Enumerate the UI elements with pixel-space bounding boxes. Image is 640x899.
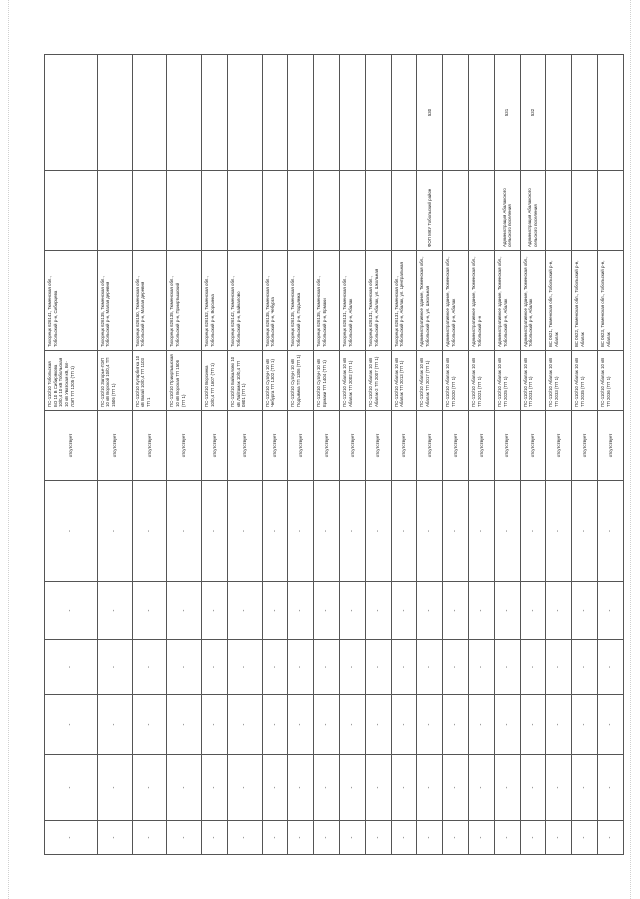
dash-cell: - xyxy=(45,481,98,582)
line-cell: ПС-110/10 Байкалово 10 кВ Лайтамак 10/0,4 ТП 0801 (ТП 1) xyxy=(227,351,262,411)
dash-cell: - xyxy=(365,821,391,855)
dash-cell: - xyxy=(45,755,98,821)
place-cell: Административное здание, Тюменская обл., Тобольский р-н, ул. Школьная xyxy=(417,251,443,351)
dash-cell: - xyxy=(340,481,366,582)
organization-cell xyxy=(469,171,495,251)
dash-cell: - xyxy=(365,481,391,582)
place-cell: Административное здание, Тюменская обл., Тобольский р-н, Абалак xyxy=(494,251,520,351)
dash-cell: - xyxy=(167,582,202,640)
dash-cell: - xyxy=(391,582,417,640)
organization-cell xyxy=(132,171,167,251)
organization-cell xyxy=(262,171,288,251)
dash-cell: - xyxy=(262,821,288,855)
row-number-cell xyxy=(340,55,366,171)
row-number-cell xyxy=(167,55,202,171)
organization-cell xyxy=(365,171,391,251)
status-cell: отсутствует xyxy=(262,411,288,481)
dash-cell: - xyxy=(227,582,262,640)
line-cell: ПС-110/10 Абалак 10 кВ Абалак ТП 2013 (ТП 1) xyxy=(391,351,417,411)
place-cell: Тихорецк 626135, Тюменская обл., Тобольский р-н, Ермаки xyxy=(314,251,340,351)
organization-cell: Администрация Абалакского сельского поселения xyxy=(520,171,546,251)
dash-cell: - xyxy=(167,821,202,855)
line-cell: ПС-110/10 Кутарбитка 10 кВ Вагай 10/0,4 ТП 1103 ТП 1 xyxy=(132,351,167,411)
status-cell: отсутствует xyxy=(45,411,98,481)
organization-cell xyxy=(598,171,624,251)
dash-cell: - xyxy=(391,695,417,755)
row-number-cell: 531 xyxy=(494,55,520,171)
place-cell: Тихорецк 626152, Тюменская обл., Тобольский р-н, Ворсинка xyxy=(202,251,228,351)
dash-cell: - xyxy=(202,755,228,821)
organization-cell xyxy=(391,171,417,251)
place-cell: Тихорецк 626135, Тюменская обл., Тобольский р-н, Малая деревня xyxy=(97,251,132,351)
dash-cell: - xyxy=(417,481,443,582)
dash-cell: - xyxy=(443,582,469,640)
organization-cell xyxy=(572,171,598,251)
dash-cell: - xyxy=(546,640,572,695)
dash-cell: - xyxy=(365,755,391,821)
dash-cell: - xyxy=(97,821,132,855)
dash-cell: - xyxy=(546,695,572,755)
organization-cell xyxy=(227,171,262,251)
organization-cell xyxy=(314,171,340,251)
dash-cell: - xyxy=(365,582,391,640)
dash-cell: - xyxy=(598,582,624,640)
dash-cell: - xyxy=(417,640,443,695)
dash-cell: - xyxy=(598,821,624,855)
status-cell: отсутствует xyxy=(314,411,340,481)
place-cell: Тихорецк 626135, Тюменская обл., Тобольский р-н, Подъямка xyxy=(288,251,314,351)
dash-cell: - xyxy=(469,821,495,855)
dash-cell: - xyxy=(314,755,340,821)
row-number-cell xyxy=(546,55,572,171)
status-cell: отсутствует xyxy=(365,411,391,481)
table-row xyxy=(391,55,417,855)
status-cell: отсутствует xyxy=(391,411,417,481)
dash-cell: - xyxy=(202,582,228,640)
status-cell: отсутствует xyxy=(167,411,202,481)
place-cell: Тихорецк 626131, Тюменская обл., Тобольский р-н, Абалак xyxy=(340,251,366,351)
table-row xyxy=(167,55,202,855)
line-cell: ПС-110/10 Абалак 10 кВ Абалак ТП 2017 (ТП 1) xyxy=(417,351,443,411)
dash-cell: - xyxy=(469,755,495,821)
line-cell: ПС-110/10 Абалак 10 кВ Абалак ТП 2002 (ТП 1) xyxy=(340,351,366,411)
dash-cell: - xyxy=(202,640,228,695)
dash-cell: - xyxy=(45,640,98,695)
line-cell: ПС-110/10 Абалак 10 кВ ТП 2036 (ТП 1) xyxy=(598,351,624,411)
dash-cell: - xyxy=(520,755,546,821)
table-row xyxy=(443,55,469,855)
dash-cell: - xyxy=(546,821,572,855)
table-row xyxy=(97,55,132,855)
row-number-cell xyxy=(598,55,624,171)
dash-cell: - xyxy=(132,695,167,755)
dash-cell: - xyxy=(443,755,469,821)
dash-cell: - xyxy=(97,755,132,821)
line-cell: ПС-110/10 Абалак 10 кВ ТП 2033 (ТП 1) xyxy=(546,351,572,411)
dash-cell: - xyxy=(288,481,314,582)
status-cell: отсутствует xyxy=(202,411,228,481)
status-cell: отсутствует xyxy=(494,411,520,481)
organization-cell xyxy=(288,171,314,251)
dash-cell: - xyxy=(520,821,546,855)
dash-cell: - xyxy=(520,695,546,755)
page-edge-right xyxy=(630,0,632,899)
dash-cell: - xyxy=(227,481,262,582)
dash-cell: - xyxy=(598,755,624,821)
dash-cell: - xyxy=(167,755,202,821)
dash-cell: - xyxy=(167,640,202,695)
place-cell: ВС 0622, Тюменская обл., Тобольский р-н, Абалак xyxy=(572,251,598,351)
dash-cell: - xyxy=(391,481,417,582)
line-cell: ПС-110/10 Сузгун 10 кВ Ермаки ТП 1404 (ТП 1) xyxy=(314,351,340,411)
table-row xyxy=(417,55,443,855)
dash-cell: - xyxy=(340,755,366,821)
line-cell: ПС-110/10 Абалак 10 кВ ТП 2020 (ТП 1) xyxy=(443,351,469,411)
dash-cell: - xyxy=(494,695,520,755)
table-row xyxy=(227,55,262,855)
organization-cell xyxy=(202,171,228,251)
status-cell: отсутствует xyxy=(227,411,262,481)
dash-cell: - xyxy=(340,640,366,695)
dash-cell: - xyxy=(288,640,314,695)
dash-cell: - xyxy=(262,695,288,755)
line-cell: ПС-110/10 Ворсинка 10/0,4 ТП 1607 (ТП 1) xyxy=(202,351,228,411)
dash-cell: - xyxy=(288,582,314,640)
dash-cell: - xyxy=(469,695,495,755)
dash-cell: - xyxy=(97,640,132,695)
row-number-cell xyxy=(365,55,391,171)
dash-cell: - xyxy=(417,582,443,640)
status-cell: отсутствует xyxy=(132,411,167,481)
dash-cell: - xyxy=(494,755,520,821)
dash-cell: - xyxy=(520,582,546,640)
dash-cell: - xyxy=(572,755,598,821)
place-cell: Административное здание, Тюменская обл., Тобольский р-н, Абалак xyxy=(443,251,469,351)
dash-cell: - xyxy=(202,695,228,755)
line-cell: ПС-110/10 Загорье-ЛЭП 10 кВ Ворской 10/0,4 ТП 1506 (ТП 1) xyxy=(97,351,132,411)
status-cell: отсутствует xyxy=(417,411,443,481)
dash-cell: - xyxy=(132,582,167,640)
dash-cell: - xyxy=(314,695,340,755)
dash-cell: - xyxy=(443,481,469,582)
dash-cell: - xyxy=(572,695,598,755)
dash-cell: - xyxy=(469,582,495,640)
dash-cell: - xyxy=(132,640,167,695)
place-cell: Тихорецк 626142, Тюменская обл., Тобольский р-н, Байкалово xyxy=(227,251,262,351)
dash-cell: - xyxy=(443,695,469,755)
data-table xyxy=(44,54,624,855)
organization-cell xyxy=(167,171,202,251)
dash-cell: - xyxy=(227,695,262,755)
dash-cell: - xyxy=(365,695,391,755)
dash-cell: - xyxy=(572,582,598,640)
table-row xyxy=(340,55,366,855)
dash-cell: - xyxy=(167,695,202,755)
dash-cell: - xyxy=(314,821,340,855)
row-number-cell xyxy=(262,55,288,171)
place-cell: Тихорецк 626131, Тюменская обл., Тобольский р-н, Абалак, ул. Школьная xyxy=(365,251,391,351)
table-row xyxy=(598,55,624,855)
dash-cell: - xyxy=(288,695,314,755)
table-row xyxy=(288,55,314,855)
place-cell: Тихорецк 626135, Тюменская обл., Тобольский р-н, Чебурга xyxy=(262,251,288,351)
status-cell: отсутствует xyxy=(288,411,314,481)
dash-cell: - xyxy=(365,640,391,695)
dash-cell: - xyxy=(45,695,98,755)
dash-cell: - xyxy=(132,481,167,582)
organization-cell: ФОП МКУ Тобольский район xyxy=(417,171,443,251)
dash-cell: - xyxy=(97,582,132,640)
table-row xyxy=(314,55,340,855)
place-cell: Административное здание, Тюменская обл., Тобольский р-н xyxy=(469,251,495,351)
line-cell: ПС-110/10 Абалак 10 кВ ТП 2021 (ТП 1) xyxy=(469,351,495,411)
organization-cell xyxy=(45,171,98,251)
dash-cell: - xyxy=(262,755,288,821)
dash-cell: - xyxy=(314,481,340,582)
place-cell: Тихорецк 626141, Тюменская обл., Тобольский р-н, Сибирцева xyxy=(45,251,98,351)
dash-cell: - xyxy=(572,481,598,582)
dash-cell: - xyxy=(314,640,340,695)
dash-cell: - xyxy=(202,821,228,855)
dash-cell: - xyxy=(45,582,98,640)
page-edge-left xyxy=(8,0,10,899)
row-number-cell xyxy=(469,55,495,171)
place-cell: Тихорецк 626135, Тюменская обл., Тобольский р-н, Прииртышский xyxy=(167,251,202,351)
dash-cell: - xyxy=(520,481,546,582)
line-cell: ПС-110/10 Абалак 10 кВ ТП 2025 (ТП 1) xyxy=(494,351,520,411)
dash-cell: - xyxy=(494,640,520,695)
dash-cell: - xyxy=(262,582,288,640)
table-row xyxy=(132,55,167,855)
dash-cell: - xyxy=(132,821,167,855)
dash-cell: - xyxy=(546,481,572,582)
row-number-cell xyxy=(443,55,469,171)
dash-cell: - xyxy=(227,755,262,821)
organization-cell xyxy=(443,171,469,251)
row-number-cell xyxy=(391,55,417,171)
table-row xyxy=(262,55,288,855)
row-number-cell: 530 xyxy=(417,55,443,171)
table-row xyxy=(520,55,546,855)
dash-cell: - xyxy=(469,481,495,582)
table-row xyxy=(546,55,572,855)
table-body xyxy=(45,55,624,855)
line-cell: ПС-110/10 Абалак 10 кВ Абалак-2 ТП 2007 (ТП 1) xyxy=(365,351,391,411)
line-cell: ПС-110/10 Абалак 10 кВ ТП 2035 (ТП 1) xyxy=(572,351,598,411)
place-cell: ВС 0623, Тюменская обл., Тобольский р-н, Абалак xyxy=(598,251,624,351)
dash-cell: - xyxy=(97,695,132,755)
dash-cell: - xyxy=(314,582,340,640)
dash-cell: - xyxy=(417,695,443,755)
status-cell: отсутствует xyxy=(598,411,624,481)
dash-cell: - xyxy=(262,481,288,582)
dash-cell: - xyxy=(494,582,520,640)
dash-cell: - xyxy=(598,640,624,695)
dash-cell: - xyxy=(45,821,98,855)
status-cell: отсутствует xyxy=(520,411,546,481)
dash-cell: - xyxy=(598,481,624,582)
status-cell: отсутствует xyxy=(469,411,495,481)
row-number-cell xyxy=(97,55,132,171)
line-cell: ПС-110/10 Абалак 10 кВ ТП 2031 (ТП 1) xyxy=(520,351,546,411)
dash-cell: - xyxy=(391,640,417,695)
place-cell: ВС 0621, Тюменская обл., Тобольский р-н, Абалак xyxy=(546,251,572,351)
table-row xyxy=(572,55,598,855)
dash-cell: - xyxy=(340,695,366,755)
organization-cell xyxy=(97,171,132,251)
status-cell: отсутствует xyxy=(572,411,598,481)
row-number-cell xyxy=(132,55,167,171)
dash-cell: - xyxy=(494,481,520,582)
dash-cell: - xyxy=(391,755,417,821)
table-row xyxy=(365,55,391,855)
dash-cell: - xyxy=(546,755,572,821)
dash-cell: - xyxy=(546,582,572,640)
dash-cell: - xyxy=(97,481,132,582)
row-number-cell xyxy=(227,55,262,171)
place-cell: Тихорецк 626150, Тюменская обл., Тобольский р-н, Малая деревня xyxy=(132,251,167,351)
place-cell: Тихорецк 626131, Тюменская обл., Тобольский р-н, Абалак, ул. Центральная xyxy=(391,251,417,351)
dash-cell: - xyxy=(572,640,598,695)
dash-cell: - xyxy=(167,481,202,582)
organization-cell xyxy=(546,171,572,251)
organization-cell xyxy=(340,171,366,251)
dash-cell: - xyxy=(202,481,228,582)
dash-cell: - xyxy=(598,695,624,755)
place-cell: Административное здание, Тюменская обл., Тобольский р-н, Абалак xyxy=(520,251,546,351)
dash-cell: - xyxy=(572,821,598,855)
row-number-cell xyxy=(202,55,228,171)
dash-cell: - xyxy=(443,821,469,855)
dash-cell: - xyxy=(132,755,167,821)
dash-cell: - xyxy=(417,755,443,821)
dash-cell: - xyxy=(443,640,469,695)
line-cell: ПС-110/10 Прииртышская 10 кВ Ворская ТП 1506 (ТП 1) xyxy=(167,351,202,411)
dash-cell: - xyxy=(262,640,288,695)
table-row xyxy=(202,55,228,855)
table-row xyxy=(45,55,98,855)
status-cell: отсутствует xyxy=(340,411,366,481)
dash-cell: - xyxy=(520,640,546,695)
dash-cell: - xyxy=(494,821,520,855)
dash-cell: - xyxy=(469,640,495,695)
dash-cell: - xyxy=(391,821,417,855)
row-number-cell xyxy=(288,55,314,171)
row-number-cell xyxy=(45,55,98,171)
line-cell: ПС-110/10 Сузгун 10 кВ Чебурга ТП 1302 (ТП 1) xyxy=(262,351,288,411)
table-row xyxy=(469,55,495,855)
rotated-table-wrapper xyxy=(44,55,624,855)
row-number-cell: 532 xyxy=(520,55,546,171)
dash-cell: - xyxy=(288,821,314,855)
row-number-cell xyxy=(314,55,340,171)
status-cell: отсутствует xyxy=(443,411,469,481)
dash-cell: - xyxy=(340,821,366,855)
organization-cell: Администрация Абалакского сельского поселения xyxy=(494,171,520,251)
line-cell: ПС-110/10 Сузгун 10 кВ Подъямка ТП 1306 (ТП 1) xyxy=(288,351,314,411)
dash-cell: - xyxy=(417,821,443,855)
table-row xyxy=(494,55,520,855)
dash-cell: - xyxy=(227,640,262,695)
dash-cell: - xyxy=(340,582,366,640)
status-cell: отсутствует xyxy=(97,411,132,481)
row-number-cell xyxy=(572,55,598,171)
dash-cell: - xyxy=(227,821,262,855)
status-cell: отсутствует xyxy=(546,411,572,481)
dash-cell: - xyxy=(288,755,314,821)
line-cell: ПС-110/10 Тобольская БО 10 В Сибирякова 10/0,4 10 кВ Тобольская 10 кВ Уватская кВ, Вл-ЛЭП ТП 1205 (ТП 1) xyxy=(45,351,98,411)
